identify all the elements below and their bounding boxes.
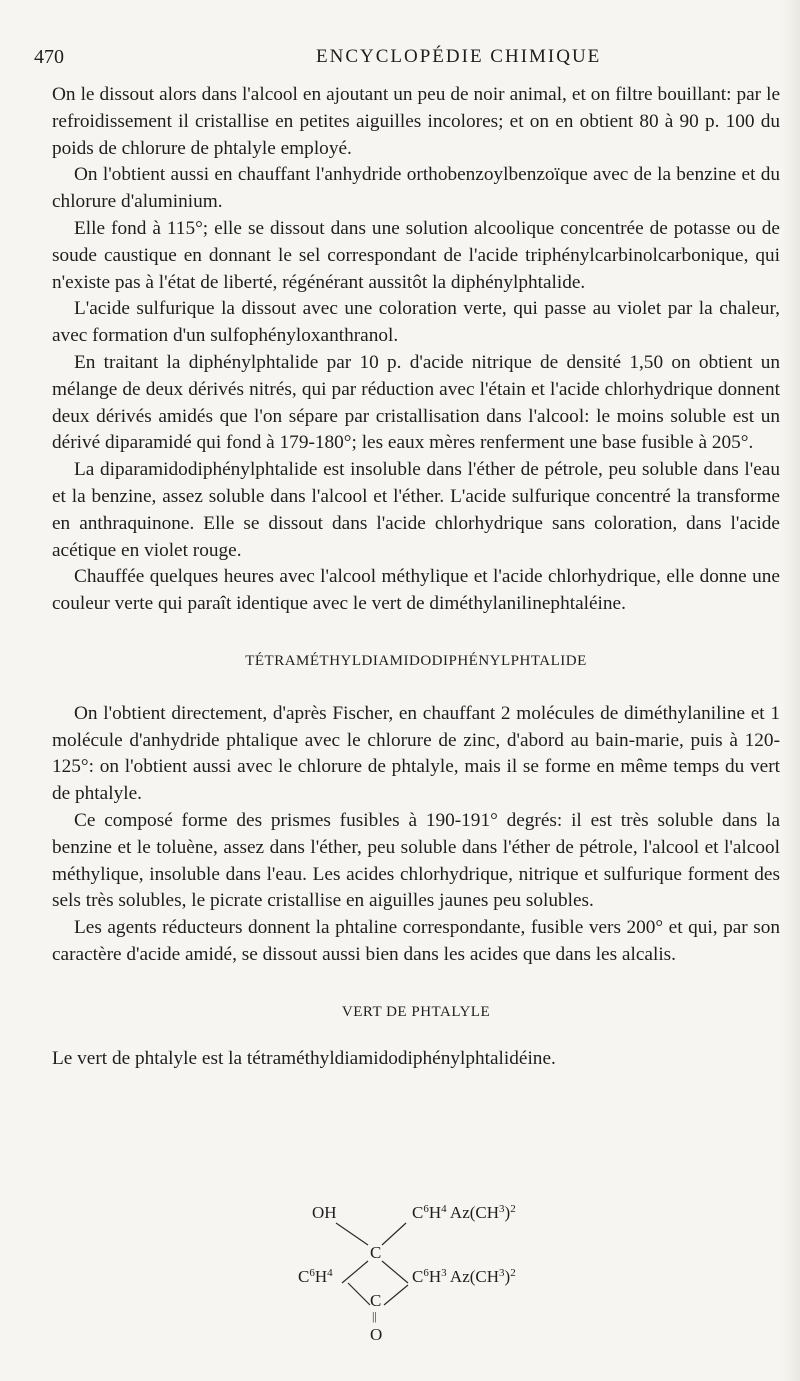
- section-heading: VERT DE PHTALYLE: [341, 1003, 491, 1020]
- hydroxyl-label: OH: [312, 1203, 337, 1222]
- aryl-amine-group-bottom: $C^6H^3$ $Az(CH^3)^2$: [412, 1267, 516, 1286]
- paragraph: On l'obtient aussi en chauffant l'anhydride orthobenzoylbenzoïque avec de la benzine et du chlorure d'aluminium.: [52, 164, 780, 213]
- page-edge-shadow: [782, 0, 800, 1381]
- carbon-top-label: C: [370, 1243, 382, 1262]
- paragraph: Les agents réducteurs donnent la phtaline correspondante, fusible vers 200° et qui, par son caractère d'acide amidé, se dissout aussi bien dans les acides que dans les alcalis.: [52, 917, 780, 965]
- aryl-amine-group-top: $C^6H^4$ $Az(CH^3)^2$: [412, 1203, 516, 1222]
- double-bond-mark: ||: [372, 1309, 377, 1323]
- page-number: 470: [34, 46, 64, 68]
- oxygen-label: O: [370, 1325, 383, 1344]
- page-header: [34, 44, 760, 72]
- paragraph: On le dissout alors dans l'alcool en ajoutant un peu de noir animal, et on filtre bouillant: par le refroidissement il cristallise en petites aiguilles incolores; et on en obtient 80 à 90 p. 100 du poids de chlorure de phtalyle employé.: [52, 84, 780, 159]
- paragraph: On l'obtient directement, d'après Fischer, en chauffant 2 molécules de diméthylaniline et 1 molécule d'anhydride phtalique avec le chlorure de zinc, d'abord au bain-marie, puis à 120-125°: on l'obtient aussi avec le chlorure de phtalyle, mais il se forme en même temps du vert de phtalyle.: [52, 702, 780, 805]
- paragraph: La diparamidodiphénylphtalide est insoluble dans l'éther de pétrole, peu soluble dans l'eau et la benzine, assez soluble dans l'alcool et l'éther. L'acide sulfurique concentré la transforme en anthraquinone. Elle se dissout dans l'acide chlorhydrique sans coloration, dans l'acide acétique en violet rouge.: [52, 459, 780, 561]
- running-title: ENCYCLOPÉDIE CHIMIQUE: [316, 46, 602, 67]
- phenylene-group: $C^6H^4$: [298, 1267, 333, 1286]
- carbon-bottom-label: C: [370, 1291, 382, 1310]
- intro-sentence: Le vert de phtalyle est la tétraméthyldiamidodiphénylphtalidéine.: [52, 1047, 556, 1069]
- paragraph: Ce composé forme des prismes fusibles à 190-191° degrés: il est très soluble dans la benzine et le toluène, assez dans l'éther, peu soluble dans l'éther de pétrole, l'alcool et l'alcool méthylique, insoluble dans l'eau. Les acides chlorhydrique, nitrique et sulfurique forment des sels très solubles, le picrate cristallise en aiguilles jaunes peu solubles.: [52, 809, 780, 912]
- paragraph: En traitant la diphénylphtalide par 10 p. d'acide nitrique de densité 1,50 on obtient un mélange de deux dérivés nitrés, qui par réduction avec l'étain et l'acide chlorhydrique donnent deux dérivés amidés que l'on sépare par cristallisation dans l'alcool: le moins soluble est un dérivé diparamidé qui fond à 179-180°; les eaux mères renferment une base fusible à 205°.: [52, 351, 780, 454]
- section-heading: TÉTRAMÉTHYLDIAMIDODIPHÉNYLPHTALIDE: [245, 652, 587, 669]
- paragraph: Chauffée quelques heures avec l'alcool méthylique et l'acide chlorhydrique, elle donne une couleur verte qui paraît identique avec le vert de diméthylanilinephtaléine.: [52, 566, 780, 615]
- paragraph: Elle fond à 115°; elle se dissout dans une solution alcoolique concentrée de potasse ou de soude caustique en donnant le sel correspondant de l'acide triphénylcarbinolcarbonique, qui n'existe pas à l'état de liberté, régénérant aussitôt la diphénylphtalide.: [52, 217, 780, 293]
- body-text: [52, 82, 780, 1072]
- structural-formula: [290, 1203, 590, 1353]
- paragraph: L'acide sulfurique la dissout avec une coloration verte, qui passe au violet par la chaleur, avec formation d'un sulfophényloxanthranol.: [52, 298, 780, 347]
